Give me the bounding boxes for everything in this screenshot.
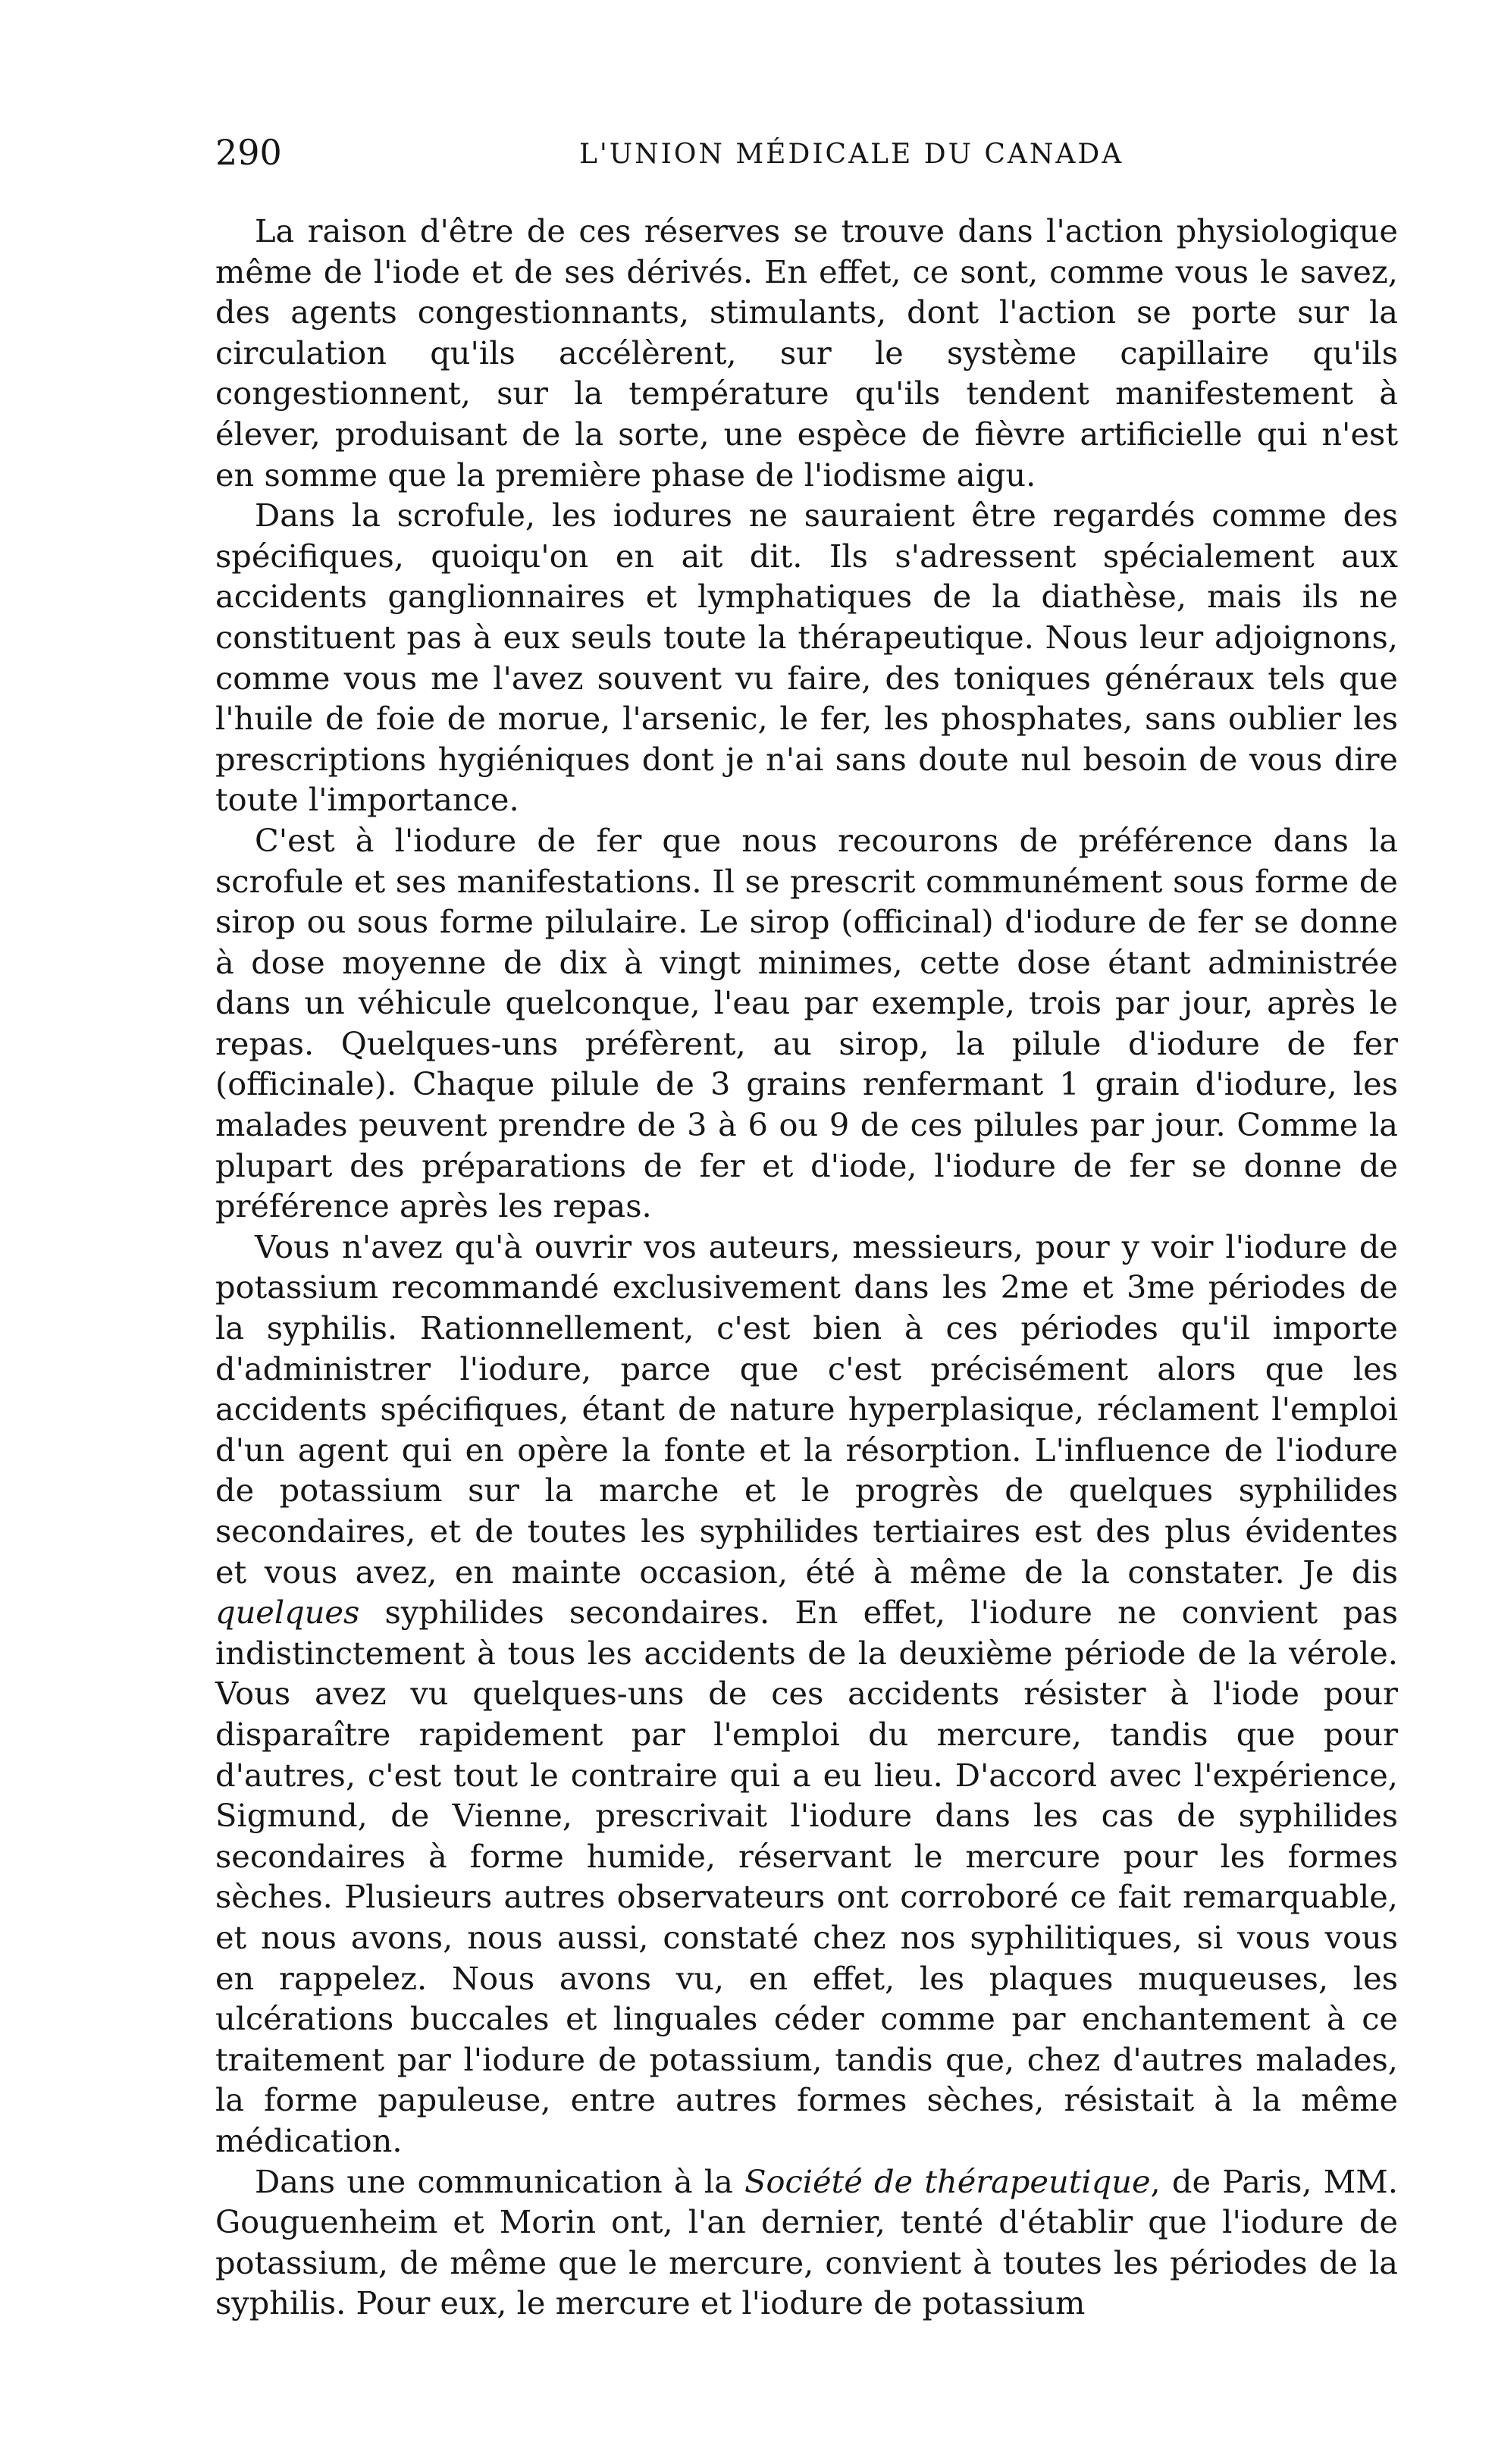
paragraph-5-text-before: Dans une communication à la — [255, 2162, 745, 2200]
paragraph-4-text-after: syphilides secondaires. En effet, l'iodure ne convient pas indistinctement à tous les accidents de la deuxième période de la vérole. Vous avez vu quelques-uns de ces accidents résister à l'iode pour disparaître rapidement par l'emploi du mercure, tandis que pour d'autres, c'est tout le contraire qui a eu lieu. D'accord avec l'expérience, Sigmund, de Vienne, prescrivait l'iodure dans les cas de syphilides secondaires à forme humide, réservant le mercure pour les formes sèches. Plusieurs autres observateurs ont corroboré ce fait remarquable, et nous avons, nous aussi, constaté chez nos syphilitiques, si vous vous en rappelez. Nous avons vu, en effet, les plaques muqueuses, les ulcérations buccales et linguales céder comme par enchantement à ce traitement par l'iodure de potassium, tandis que, chez d'autres malades, la forme papuleuse, entre autres formes sèches, résistait à la même médication. — [215, 1594, 1398, 2159]
paragraph-2: Dans la scrofule, les iodures ne sauraient être regardés comme des spécifiques, quoiqu'on en ait dit. Ils s'adressent spécialement aux accidents ganglionnaires et lymphatiques de la diathèse, mais ils ne constituent pas à eux seuls toute la thérapeutique. Nous leur adjoignons, comme vous me l'avez souvent vu faire, des toniques généraux tels que l'huile de foie de morue, l'arsenic, le fer, les phosphates, sans oublier les prescriptions hygiéniques dont je n'ai sans doute nul besoin de vous dire toute l'importance. — [215, 497, 1398, 819]
paragraph-5-text-after: , de Paris, MM. Gouguenheim et Morin ont, l'an dernier, tenté d'établir que l'iodure de potassium, de même que le mercure, convient à toutes les périodes de la syphilis. Pour eux, le mercure et l'iodure de potassium — [215, 2162, 1398, 2322]
document-page — [215, 132, 1398, 2324]
running-head: L'UNION MÉDICALE DU CANADA — [579, 139, 1124, 170]
paragraph-1: La raison d'être de ces réserves se trouve dans l'action physiologique même de l'iode et de ses dérivés. En effet, ce sont, comme vous le savez, des agents congestionnants, stimulants, dont l'action se porte sur la circulation qu'ils accélèrent, sur le système capillaire qu'ils congestionnent, sur la température qu'ils tendent manifestement à élever, produisant de la sorte, une espèce de fièvre artificielle qui n'est en somme que la première phase de l'iodisme aigu. — [215, 212, 1398, 494]
paragraph-4-text-before: Vous n'avez qu'à ouvrir vos auteurs, messieurs, pour y voir l'iodure de potassium recommandé exclusivement dans les 2me et 3me périodes de la syphilis. Rationnellement, c'est bien à ces périodes qu'il importe d'administrer l'iodure, parce que c'est précisément alors que les accidents spécifiques, étant de nature hyperplasique, réclament l'emploi d'un agent qui en opère la fonte et la résorption. L'influence de l'iodure de potassium sur la marche et le progrès de quelques syphilides secondaires, et de toutes les syphilides tertiaires est des plus évidentes et vous avez, en mainte occasion, été à même de la constater. Je dis — [215, 1227, 1398, 1591]
body-text — [215, 211, 1398, 2324]
paragraph-4 — [215, 1227, 1398, 2161]
paragraph-5-emphasis: Société de thérapeutique — [744, 2162, 1151, 2200]
paragraph-3: C'est à l'iodure de fer que nous recourons de préférence dans la scrofule et ses manifestations. Il se prescrit communément sous forme de sirop ou sous forme pilulaire. Le sirop (officinal) d'iodure de fer se donne à dose moyenne de dix à vingt minimes, cette dose étant administrée dans un véhicule quelconque, l'eau par exemple, trois par jour, après le repas. Quelques-uns préfèrent, au sirop, la pilule d'iodure de fer (officinale). Chaque pilule de 3 grains renfermant 1 grain d'iodure, les malades peuvent prendre de 3 à 6 ou 9 de ces pilules par jour. Comme la plupart des préparations de fer et d'iode, l'iodure de fer se donne de préférence après les repas. — [215, 821, 1398, 1225]
paragraph-4-emphasis: quelques — [215, 1594, 360, 1632]
page-number: 290 — [215, 132, 282, 173]
page-header — [215, 132, 1398, 188]
paragraph-5 — [215, 2161, 1398, 2324]
